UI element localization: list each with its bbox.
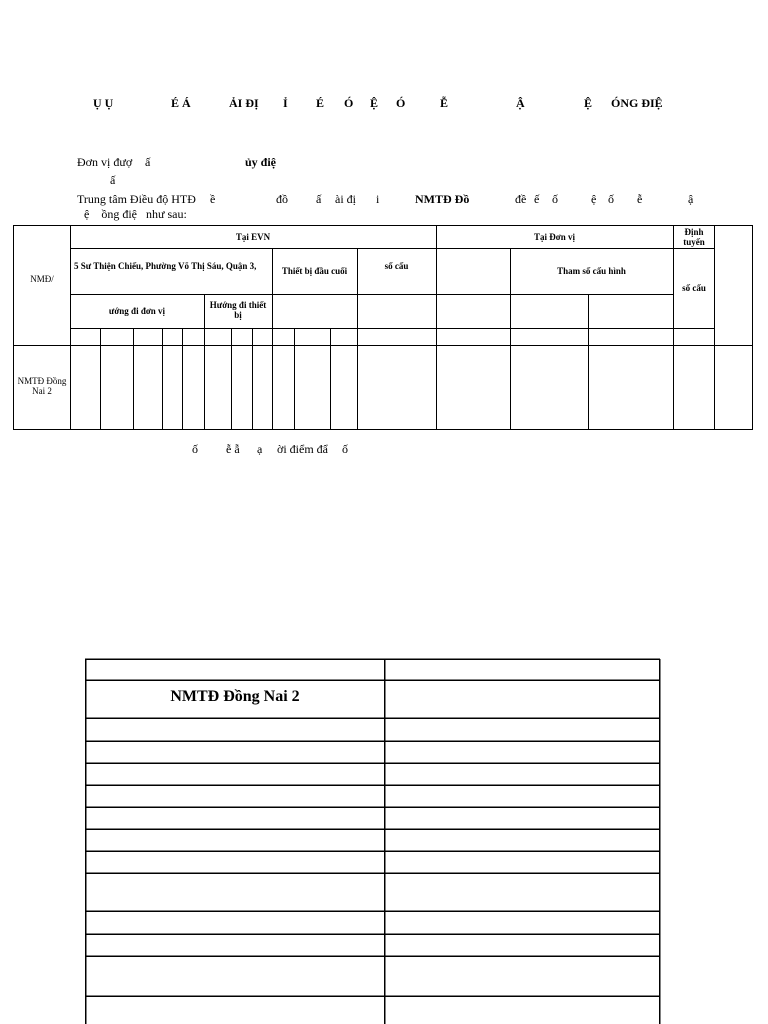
column-nmd: NMĐ/ [30, 274, 54, 284]
title-fragment: Ậ [516, 96, 525, 110]
intro-text: ấ [145, 155, 151, 169]
group-dinhtuyen: Định tuyến [683, 227, 705, 247]
row-label-nmtd: NMTĐ Đồng Nai 2 [17, 376, 67, 396]
intro-text: ủy điệ [245, 155, 277, 169]
group-evn: Tại EVN [235, 232, 271, 242]
title-fragment: Ệ [584, 96, 593, 110]
title-fragment: É Á [171, 96, 191, 110]
title-fragment: Ỉ [283, 96, 288, 110]
intro-text: Đơn vị đượ [77, 155, 133, 169]
intro-text: ệ [591, 192, 597, 206]
footnote-text: ố [192, 442, 198, 456]
footnote-text: ời điểm đẩ [277, 442, 328, 456]
intro-text: ậ [688, 192, 694, 206]
title-fragment: Ụ Ụ [93, 96, 114, 110]
intro-text: i [376, 192, 380, 206]
intro-text: đồ [276, 192, 288, 206]
intro-text: ế [534, 192, 540, 206]
tham-so-cell: Tham số cấu hình [557, 266, 626, 276]
form-header-left: NMTĐ Đồng Nai 2 [170, 688, 300, 705]
intro-text: ệ ồng điệ như sau: [84, 207, 187, 221]
group-donvi: Tại Đơn vị [534, 232, 575, 242]
thiet-bi-cell: Thiết bị đầu cuối [281, 266, 348, 276]
intro-text: NMTĐ Đồ [415, 192, 470, 206]
title-fragment: Ệ [370, 96, 379, 110]
intro-text: đề [515, 192, 527, 206]
intro-text: ố [608, 192, 614, 206]
huong-donvi-cell: ướng đi đơn vị [108, 306, 166, 316]
footnote-text: ạ [257, 442, 263, 456]
address-cell: 5 Sư Thiện Chiếu, Phường Võ Thị Sáu, Quận 3, [74, 261, 257, 271]
intro-text: Trung tâm Điều độ HTĐ [77, 192, 196, 206]
intro-text: ấ [316, 192, 322, 206]
footnote-text: ễ ẫ [226, 442, 240, 456]
intro-text: ấ [110, 173, 116, 187]
title-fragment: Ó [396, 96, 406, 110]
so-cau-cell-2: số cấu [682, 283, 706, 293]
intro-text: ễ [637, 192, 643, 206]
title-fragment: ẢI ĐỊ [229, 96, 259, 110]
intro-text: ài đị [335, 192, 356, 206]
intro-text: ề [210, 192, 216, 206]
so-cau-cell: số cấu [384, 261, 409, 271]
footnote-text: ố [342, 442, 348, 456]
title-fragment: ÓNG ĐIỆ [611, 96, 663, 110]
title-fragment: Ó [344, 96, 354, 110]
title-fragment: É [316, 96, 325, 110]
intro-text: ố [552, 192, 558, 206]
title-fragment: Ễ [440, 96, 449, 110]
huong-thietbi-cell: Hướng đi thiết bị [209, 300, 267, 320]
